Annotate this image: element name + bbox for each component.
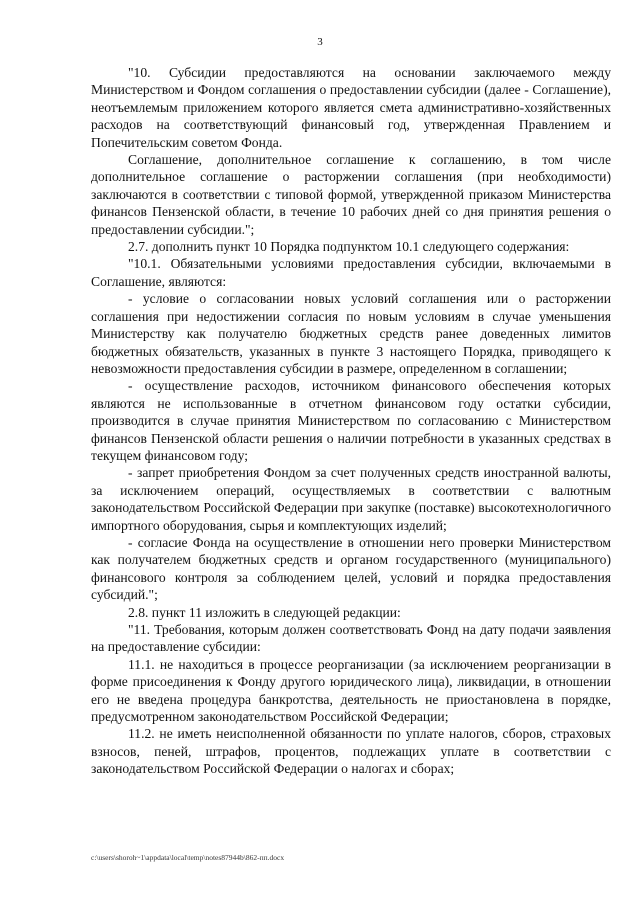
paragraph-11: "11. Требования, которым должен соответствовать Фонд на дату подачи заявления на предоставление субсидии:	[91, 622, 611, 655]
page-number: 3	[317, 36, 323, 48]
list-item-condition-1: - условие о согласовании новых условий соглашения или о расторжении соглашения при недостижении согласия по новым условиям в случае уменьшения Министерству как получателю бюджетных средств ранее доведенных лимитов бюджетных обязательств, указанных в пункте 3 настоящего Порядка, приводящего к невозможности предоставления субсидии в размере, определенном в соглашении;	[91, 291, 611, 376]
document-body	[91, 64, 611, 778]
paragraph-agreement: Соглашение, дополнительное соглашение к соглашению, в том числе дополнительное соглашение о расторжении соглашения (при необходимости) заключаются в соответствии с типовой формой, утвержденной приказом Министерства финансов Пензенской области, в течение 10 рабочих дней со дня принятия решения о предоставлении субсидии.";	[91, 152, 611, 237]
paragraph-10: "10. Субсидии предоставляются на основании заключаемого между Министерством и Фондом соглашения о предоставлении субсидии (далее - Соглашение), неотъемлемым приложением которого является смета административно-хозяйственных расходов на соответствующий финансовый год, утвержденная Правлением и Попечительским советом Фонда.	[91, 65, 611, 150]
list-item-condition-3: - запрет приобретения Фондом за счет полученных средств иностранной валюты, за исключением операций, осуществляемых в соответствии с валютным законодательством Российской Федерации при закупке (поставке) высокотехнологичного импортного оборудования, сырья и комплектующих изделий;	[91, 465, 611, 533]
list-item-condition-4: - согласие Фонда на осуществление в отношении него проверки Министерством как получателем бюджетных средств и органом государственного (муниципального) финансового контроля за соблюдением целей, условий и порядка предоставления субсидий.";	[91, 534, 611, 603]
paragraph-2-7: 2.7. дополнить пункт 10 Порядка подпунктом 10.1 следующего содержания:	[128, 239, 570, 255]
paragraph-10-1: "10.1. Обязательными условиями предоставления субсидии, включаемыми в Соглашение, являются:	[91, 256, 611, 289]
paragraph-11-1: 11.1. не находиться в процессе реорганизации (за исключением реорганизации в форме присоединения к Фонду другого юридического лица), ликвидации, в отношении его не введена процедура банкротства, деятельность не приостановлена в порядке, предусмотренном законодательством Российской Федерации;	[91, 656, 611, 725]
paragraph-11-2: 11.2. не иметь неисполненной обязанности по уплате налогов, сборов, страховых взносов, пеней, штрафов, процентов, подлежащих уплате в соответствии с законодательством Российской Федерации о налогах и сборах;	[91, 726, 611, 777]
file-path-footer: c:\users\shoroh~1\appdata\local\temp\notes87944b\862-пп.docx	[91, 853, 285, 862]
list-item-condition-2: - осуществление расходов, источником финансового обеспечения которых являются не использованные в отчетном финансовом году остатки субсидии, производится в случае принятия Министерством по согласованию с Министерством финансов Пензенской области решения о наличии потребности в указанных средствах в текущем финансовом году;	[91, 378, 611, 463]
paragraph-2-8: 2.8. пункт 11 изложить в следующей редакции:	[128, 604, 401, 620]
